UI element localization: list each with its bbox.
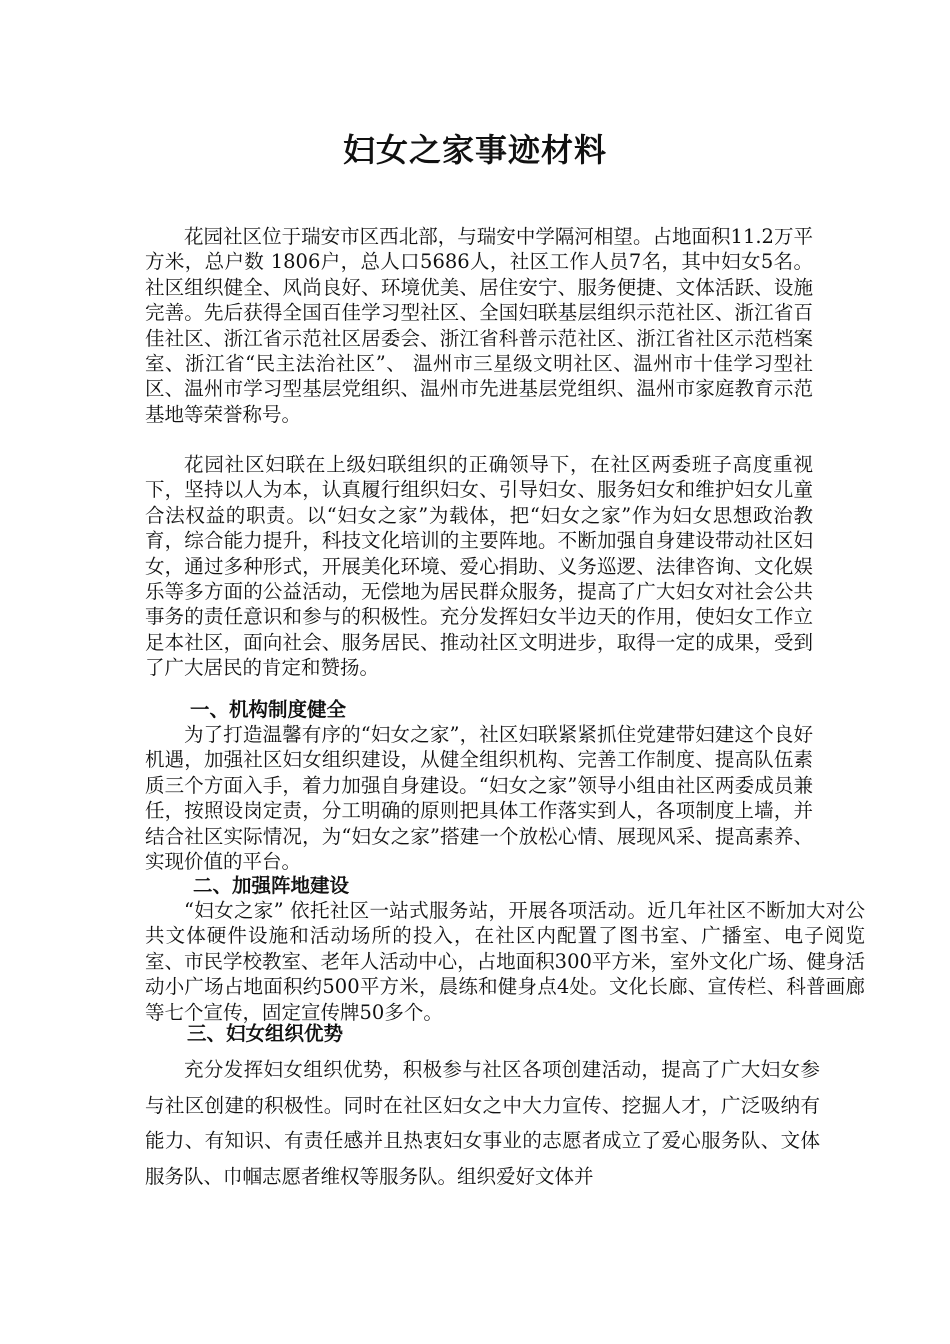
section-heading-1: 一、机构制度健全 bbox=[190, 698, 347, 721]
section-body-3: 充分发挥妇女组织优势，积极参与社区各项创建活动，提高了广大妇女参与社区创建的积极性。同时在社区妇女之中大力宣传、挖掘人才，广泛吸纳有能力、有知识、有责任感并且热衷妇女事业的志愿者成立了爱心服务队、文体服务队、巾帼志愿者维权等服务队。组织爱好文体并 bbox=[145, 1058, 820, 1188]
section-heading-2: 二、加强阵地建设 bbox=[193, 874, 350, 897]
document-title: 妇女之家事迹材料 bbox=[342, 131, 607, 169]
intro-paragraph-1: 花园社区位于瑞安市区西北部，与瑞安中学隔河相望。占地面积11.2万平方米，总户数 1806户，总人口5686人，社区工作人员7名，其中妇女5名。社区组织健全、风尚良好、环境优美、居住安宁、服务便捷、文体活跃、设施完善。先后获得全国百佳学习型社区、全国妇联基层组织示范社区、浙江省百佳社区、浙江省示范社区居委会、浙江省科普示范社区、浙江省社区示范档案室、浙江省“民主法治社区”、 温州市三星级文明社区、温州市十佳学习型社区、温州市学习型基层党组织、温州市先进基层党组织、温州市家庭教育示范基地等荣誉称号。 bbox=[145, 225, 813, 426]
section-body-2: “妇女之家” 依托社区一站式服务站，开展各项活动。近几年社区不断加大对公共文体硬件设施和活动场所的投入，在社区内配置了图书室、广播室、电子阅览室、市民学校教室、老年人活动中心，占地面积300平方米，室外文化广场、健身活动小广场占地面积约500平方米，晨练和健身点4处。文化长廊、宣传栏、科普画廊等七个宣传，固定宣传牌50多个。 bbox=[145, 899, 865, 1024]
intro-paragraph-2: 花园社区妇联在上级妇联组织的正确领导下，在社区两委班子高度重视下，坚持以人为本，认真履行组织妇女、引导妇女、服务妇女和维护妇女儿童合法权益的职责。以“妇女之家”为载体，把“妇女之家”作为妇女思想政治教育，综合能力提升，科技文化培训的主要阵地。不断加强自身建设带动社区妇女，通过多种形式，开展美化环境、爱心捐助、义务巡逻、法律咨询、文化娱乐等多方面的公益活动，无偿地为居民群众服务，提高了广大妇女对社会公共事务的责任意识和参与的积极性。充分发挥妇女半边天的作用，使妇女工作立足本社区，面向社会、服务居民、推动社区文明进步，取得一定的成果，受到了广大居民的肯定和赞扬。 bbox=[145, 453, 813, 680]
section-heading-3: 三、妇女组织优势 bbox=[187, 1022, 344, 1045]
section-body-1: 为了打造温馨有序的“妇女之家”，社区妇联紧紧抓住党建带妇建这个良好机遇，加强社区妇女组织建设，从健全组织机构、完善工作制度、提高队伍素质三个方面入手，着力加强自身建设。“妇女之家”领导小组由社区两委成员兼任，按照设岗定责，分工明确的原则把具体工作落实到人，各项制度上墙，并结合社区实际情况，为“妇女之家”搭建一个放松心情、展现风采、提高素养、实现价值的平台。 bbox=[145, 723, 813, 874]
